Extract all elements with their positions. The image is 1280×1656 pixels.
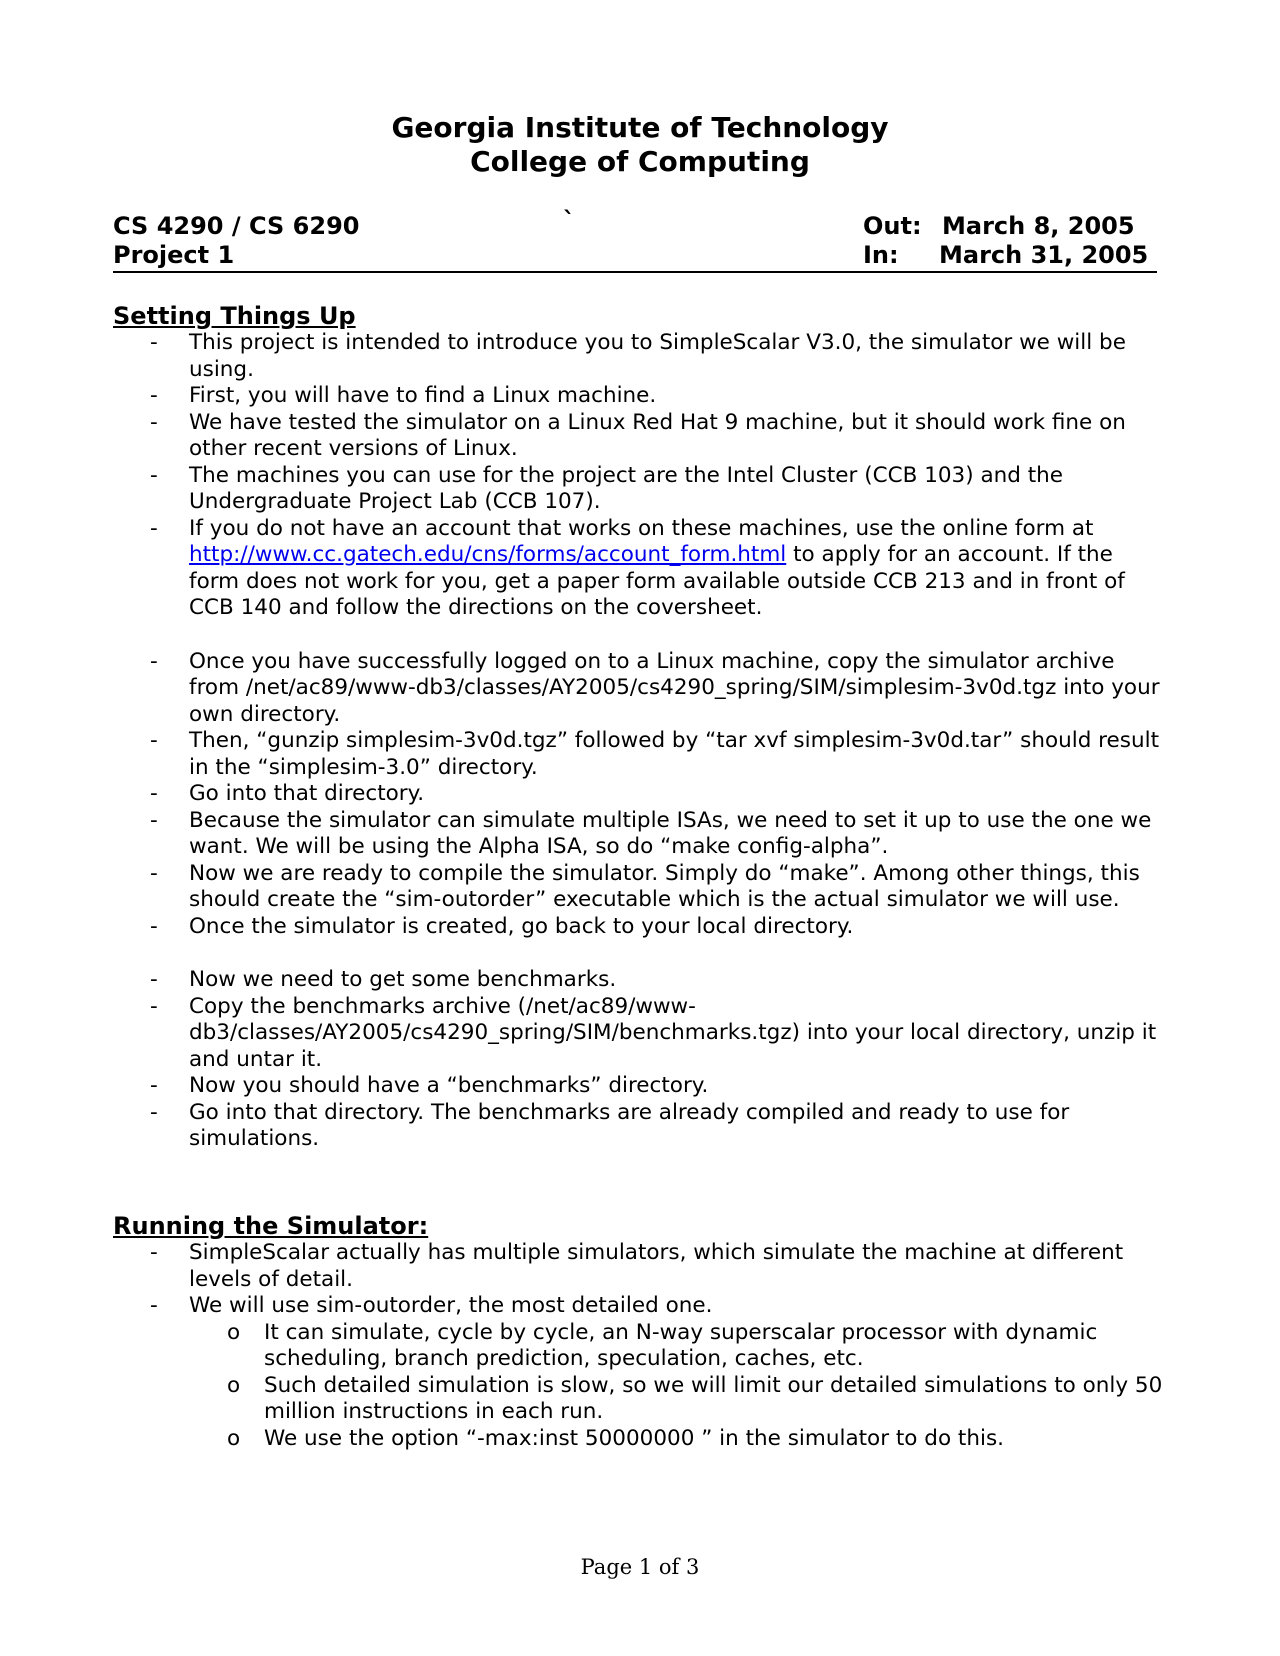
institution-title: Georgia Institute of Technology	[391, 111, 889, 144]
list-spacer	[0, 622, 1280, 649]
list-item: - Once the simulator is created, go back to your local directory.	[150, 913, 854, 939]
bullet-dash: -	[150, 728, 158, 753]
list-item: - Because the simulator can simulate multiple ISAs, we need to set it up to use the one we want. We will be using the Alpha ISA, so do “make config-alpha”.	[150, 807, 1152, 859]
bullet-dash: -	[150, 781, 158, 806]
bullet-dash: -	[150, 330, 158, 355]
bullet-dash: -	[150, 1073, 158, 1098]
list-item: - This project is intended to introduce you to SimpleScalar V3.0, the simulator we will be using.	[150, 330, 1126, 382]
out-label: Out:	[863, 212, 922, 240]
list-item: - First, you will have to find a Linux machine.	[150, 383, 657, 408]
stray-backtick: `	[563, 207, 575, 235]
bullet-dash: -	[150, 967, 158, 992]
course-code: CS 4290 / CS 6290	[113, 212, 360, 240]
bullet-o: o	[227, 1372, 241, 1398]
bullet-o: o	[227, 1319, 241, 1345]
running-heading: Running the Simulator:	[113, 1212, 429, 1240]
list-item: - Go into that directory. The benchmarks are already compiled and ready to use for simulations.	[150, 1099, 1070, 1151]
list-item: - Once you have successfully logged on to a Linux machine, copy the simulator archive from /net/ac89/www-db3/classes/AY2005/cs4290_spring/SIM/simplesim-3v0d.tgz into your own directory.	[150, 648, 1160, 727]
in-date: March 31, 2005	[939, 241, 1149, 269]
account-form-link[interactable]: http://www.cc.gatech.edu/cns/forms/account_form.html	[189, 542, 787, 567]
college-title: College of Computing	[470, 145, 810, 178]
list-item: - Copy the benchmarks archive (/net/ac89/www-db3/classes/AY2005/cs4290_spring/SIM/benchmarks.tgz) into your local directory, unzip it and untar it.	[150, 993, 1157, 1072]
out-date: March 8, 2005	[942, 212, 1135, 240]
page-number: Page 1 of 3	[580, 1555, 700, 1579]
bullet-dash: -	[150, 383, 158, 408]
bullet-dash: -	[150, 993, 158, 1019]
bullet-dash: -	[150, 913, 158, 939]
sub-list-item: o It can simulate, cycle by cycle, an N-way superscalar processor with dynamic scheduling, branch prediction, speculation, caches, etc.	[227, 1319, 1098, 1371]
bullet-dash: -	[150, 1099, 158, 1125]
list-item: - Now you should have a “benchmarks” directory.	[150, 1073, 709, 1098]
list-spacer	[0, 940, 1280, 967]
bullet-dash: -	[150, 409, 158, 435]
bullet-dash: -	[150, 807, 158, 833]
bullet-o: o	[227, 1425, 241, 1451]
list-item: - Go into that directory.	[150, 781, 425, 806]
list-item: - We will use sim-outorder, the most detailed one.	[150, 1293, 713, 1318]
list-item: - Then, “gunzip simplesim-3v0d.tgz” followed by “tar xvf simplesim-3v0d.tar” should result in the “simplesim-3.0” directory.	[150, 728, 1160, 780]
list-item: - SimpleScalar actually has multiple simulators, which simulate the machine at different levels of detail.	[150, 1240, 1124, 1292]
project-label: Project 1	[113, 241, 235, 269]
list-item: - The machines you can use for the project are the Intel Cluster (CCB 103) and the Undergraduate Project Lab (CCB 107).	[150, 462, 1064, 514]
setup-list	[0, 330, 1280, 1153]
in-label: In:	[863, 241, 899, 269]
running-list	[0, 1240, 1280, 1452]
list-item-account: - If you do not have an account that works on these machines, use the online form at http://www.cc.gatech.edu/cns/forms/account_form.html to apply for an account. If the form does not work for you, get a paper form available outside CCB 213 and in front of CCB 140 and follow the directions on the coversheet.	[150, 515, 1125, 620]
bullet-dash: -	[150, 860, 158, 886]
header-rule	[113, 271, 1157, 273]
list-item: - Now we are ready to compile the simulator. Simply do “make”. Among other things, this should create the “sim-outorder” executable which is the actual simulator we will use.	[150, 860, 1140, 912]
bullet-dash: -	[150, 648, 158, 674]
list-item: - Now we need to get some benchmarks.	[150, 967, 617, 992]
bullet-dash: -	[150, 1240, 158, 1265]
setup-heading: Setting Things Up	[113, 302, 356, 330]
bullet-dash: -	[150, 462, 158, 488]
bullet-dash: -	[150, 1293, 158, 1318]
bullet-dash: -	[150, 515, 158, 541]
sub-list-item: o Such detailed simulation is slow, so we will limit our detailed simulations to only 50 million instructions in each run.	[227, 1372, 1163, 1424]
list-item: - We have tested the simulator on a Linux Red Hat 9 machine, but it should work fine on other recent versions of Linux.	[150, 409, 1126, 461]
sub-list-item: o We use the option “-max:inst 50000000 ” in the simulator to do this.	[227, 1425, 1004, 1451]
